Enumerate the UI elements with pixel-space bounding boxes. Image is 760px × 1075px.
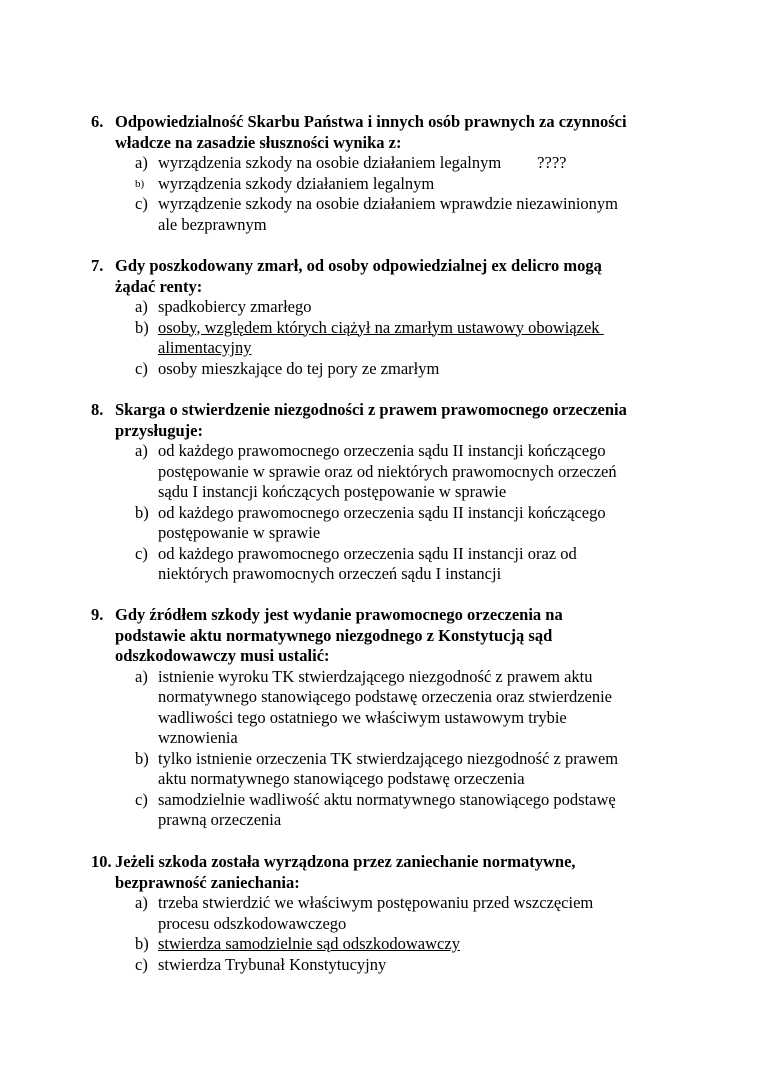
option-c: c) wyrządzenie szkody na osobie działaniem wprawdzie niezawinionym ale bezprawnym <box>135 194 618 234</box>
question-6 <box>91 112 691 235</box>
question-marks-note: ???? <box>537 153 567 172</box>
option-c: c) stwierdza Trybunał Konstytucyjny <box>135 954 387 974</box>
question-number: 6. <box>91 112 104 131</box>
option-a: a) od każdego prawomocnego orzeczenia sądu II instancji kończącego postępowanie w sprawie oraz od niektórych prawomocnych orzeczeń sądu I instancji kończących postępowanie w sprawie <box>135 441 617 501</box>
question-title: 9. Gdy źródłem szkody jest wydanie prawomocnego orzeczenia na podstawie aktu normatywnego niezgodnego z Konstytucją sąd odszkodowawczy musi ustalić: <box>91 605 563 665</box>
option-c: c) osoby mieszkające do tej pory ze zmarłym <box>135 358 440 378</box>
option-b-underlined: b) osoby, względem których ciążył na zmarłym ustawowy obowiązek alimentacyjny <box>135 317 604 357</box>
question-title: 7. Gdy poszkodowany zmarł, od osoby odpowiedzialnej ex delicro mogą żądać renty: <box>91 256 602 296</box>
option-b: b) tylko istnienie orzeczenia TK stwierdzającego niezgodność z prawem aktu normatywnego stanowiącego podstawę orzeczenia <box>135 748 619 788</box>
option-a: a) spadkobiercy zmarłego <box>135 297 312 316</box>
question-9 <box>91 605 691 831</box>
question-number: 9. <box>91 605 104 624</box>
option-a: a) istnienie wyroku TK stwierdzającego niezgodność z prawem aktu normatywnego stanowiącego podstawę orzeczenia oraz stwierdzenie wadliwości tego ostatniego we właściwym ustawowym trybie wznowienia <box>135 666 613 747</box>
question-8 <box>91 400 691 585</box>
option-c: c) samodzielnie wadliwość aktu normatywnego stanowiącego podstawę prawną orzeczenia <box>135 789 616 829</box>
question-title: 10. Jeżeli szkoda została wyrządzona przez zaniechanie normatywne, bezprawność zaniechania: <box>91 852 576 892</box>
option-b: b) od każdego prawomocnego orzeczenia sądu II instancji kończącego postępowanie w sprawie <box>135 502 606 542</box>
option-b: b) wyrządzenia szkody działaniem legalnym <box>135 173 435 193</box>
question-title: 6. Odpowiedzialność Skarbu Państwa i innych osób prawnych za czynności władcze na zasadzie słuszności wynika z: <box>91 112 627 152</box>
question-number: 10. <box>91 852 112 871</box>
question-title: 8. Skarga o stwierdzenie niezgodności z prawem prawomocnego orzeczenia przysługuje: <box>91 400 627 440</box>
option-a: a) trzeba stwierdzić we właściwym postępowaniu przed wszczęciem procesu odszkodowawczego <box>135 893 594 933</box>
question-number: 8. <box>91 400 104 419</box>
question-10 <box>91 852 691 975</box>
option-c: c) od każdego prawomocnego orzeczenia sądu II instancji oraz od niektórych prawomocnych orzeczeń sądu I instancji <box>135 543 577 583</box>
question-number: 7. <box>91 256 104 275</box>
question-7 <box>91 256 691 379</box>
option-b-underlined: b) stwierdza samodzielnie sąd odszkodowawczy <box>135 934 460 953</box>
option-a: a) wyrządzenia szkody na osobie działaniem legalnym ???? <box>135 153 567 172</box>
